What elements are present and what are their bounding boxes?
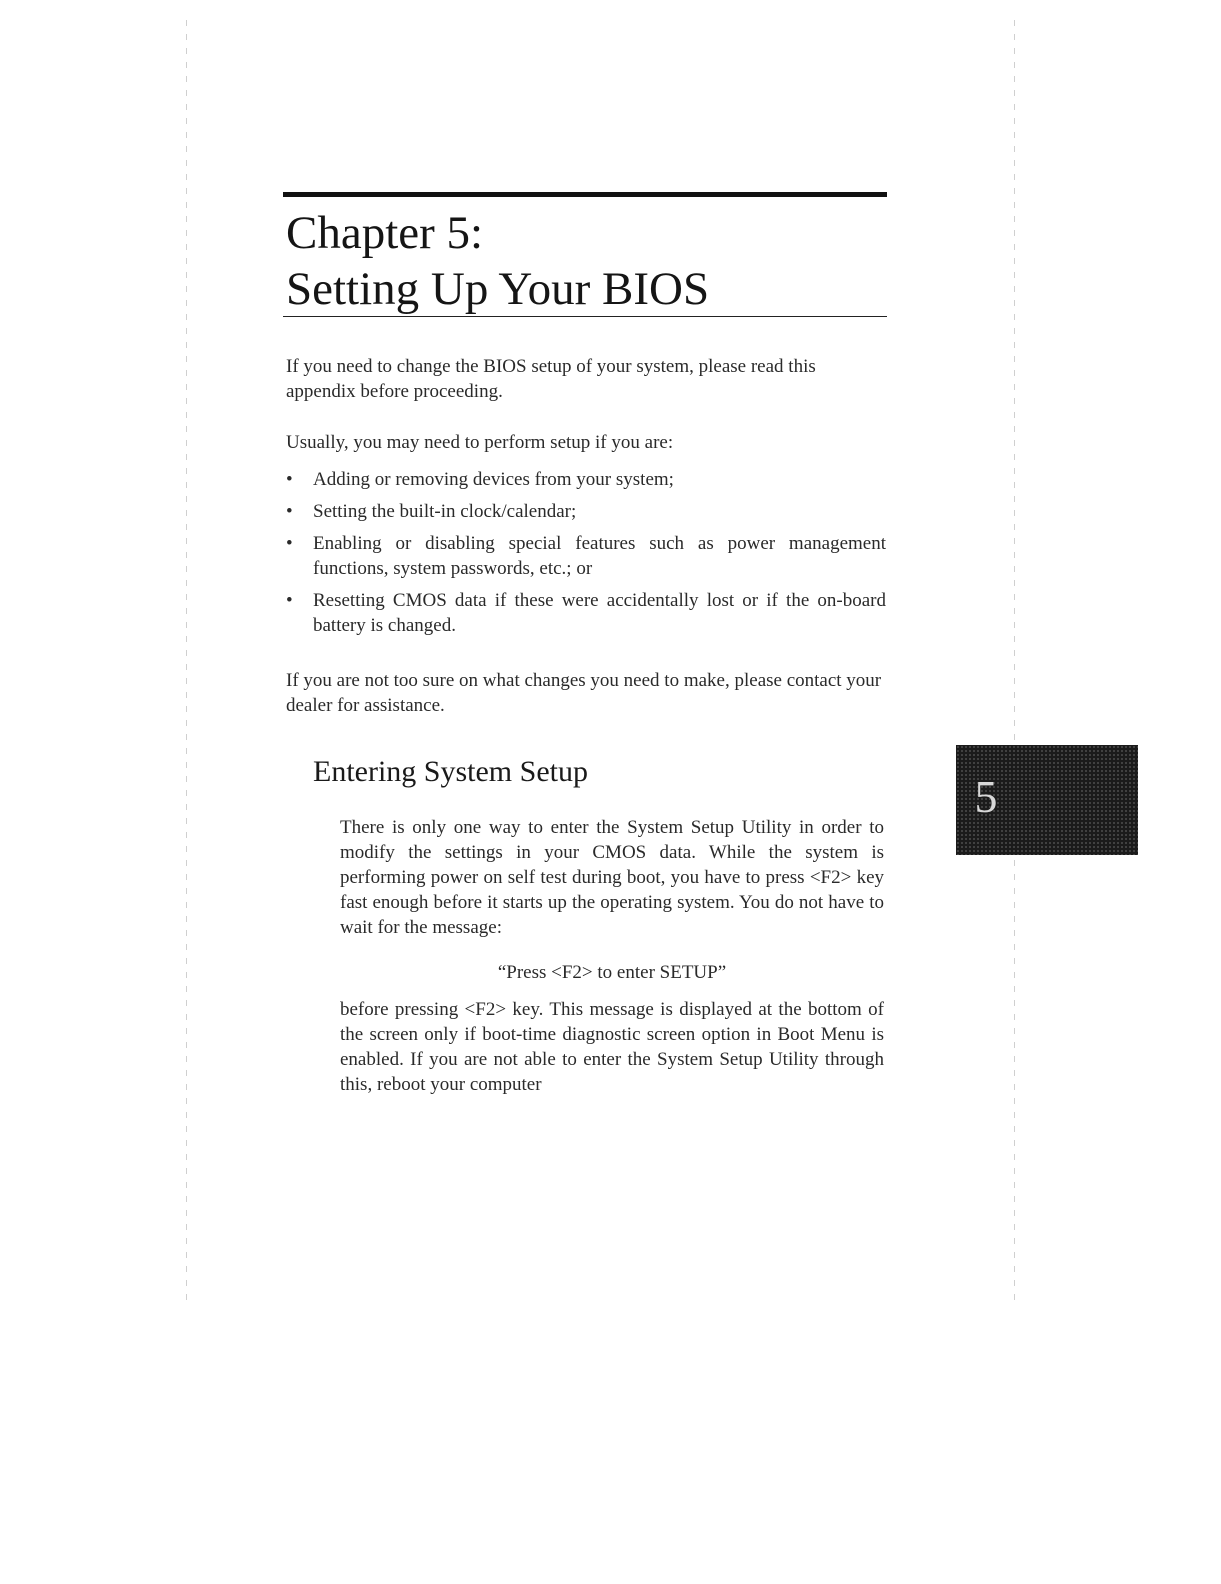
list-item [286,499,886,524]
assistance-paragraph: If you are not too sure on what changes you need to make, please contact your dealer for assistance. [286,670,882,716]
list-item-text: Enabling or disabling special features such as power management functions, system passwords, etc.; or [313,533,886,579]
list-item-text: Resetting CMOS data if these were accidentally lost or if the on-board battery is changed. [313,590,886,636]
list-item [286,588,886,638]
chapter-name: Setting Up Your BIOS [286,263,710,315]
list-item [286,467,886,492]
setup-message: “Press <F2> to enter SETUP” [497,962,727,983]
section-title: Entering System Setup [313,755,588,788]
bullet-icon: • [286,590,293,611]
setup-reasons-list [286,467,886,645]
bullet-icon: • [286,533,293,554]
list-item [286,531,886,581]
scan-margin-right [1014,20,1015,1300]
enter-setup-paragraph: There is only one way to enter the System Setup Utility in order to modify the settings in your CMOS data. While the system is performing power on self test during boot, you have to press <F2> key fast enough before it starts up the operating system. You do not have to wait for the message: [340,817,884,938]
bullet-icon: • [286,469,293,490]
list-item-text: Setting the built-in clock/calendar; [313,501,577,522]
bullet-icon: • [286,501,293,522]
list-item-text: Adding or removing devices from your system; [313,469,674,490]
intro-paragraph: If you need to change the BIOS setup of your system, please read this appendix before proceeding. [286,356,816,402]
usually-paragraph: Usually, you may need to perform setup if you are: [286,432,674,453]
chapter-tab-number: 5 [974,771,998,822]
chapter-title [286,205,886,317]
chapter-top-rule [283,192,887,197]
scan-margin-left [186,20,187,1300]
before-pressing-paragraph: before pressing <F2> key. This message is displayed at the bottom of the screen only if boot-time diagnostic screen option in Boot Menu is enabled. If you are not able to enter the System Setup Utility through this, reboot your computer [340,999,884,1095]
chapter-tab-marker [956,745,1138,855]
chapter-number: Chapter 5: [286,207,484,259]
chapter-bottom-rule [283,316,887,317]
